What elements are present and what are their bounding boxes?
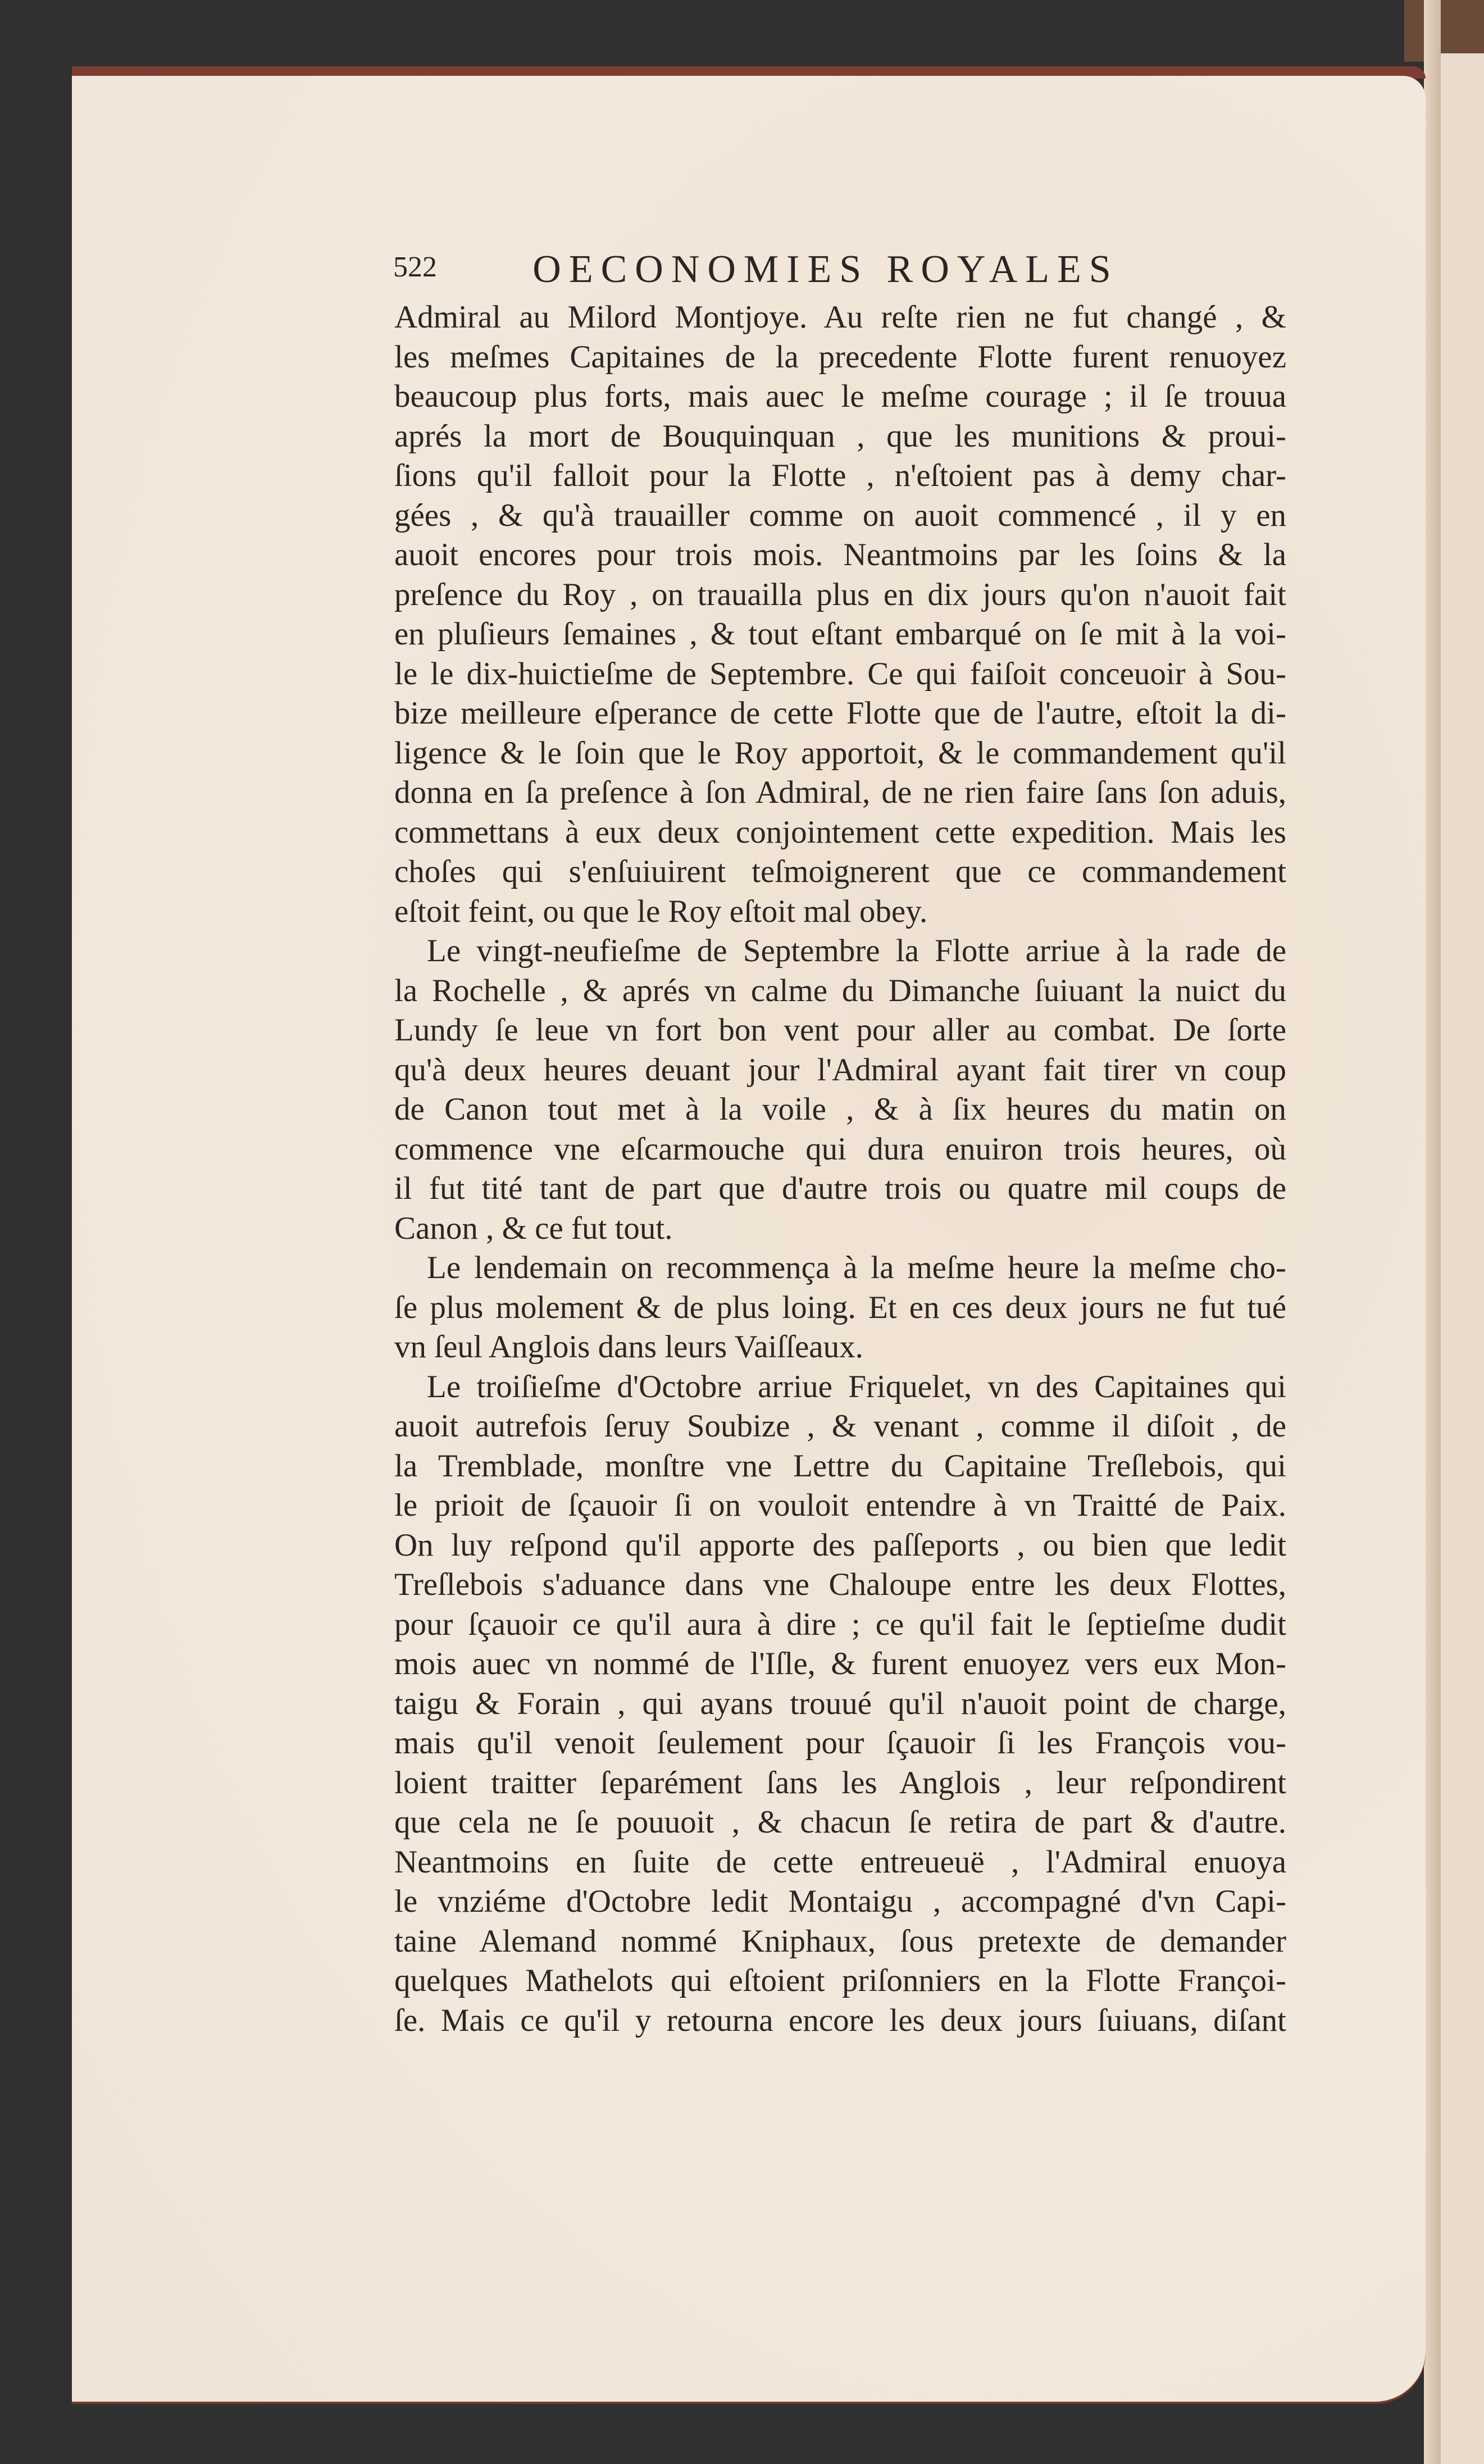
text-line: commettans à eux deux conjointement cette expedition. Mais les <box>394 814 1286 850</box>
text-line: le vnziéme d'Octobre ledit Montaigu , accompagné d'vn Capi- <box>394 1884 1286 1919</box>
text-line: Canon , & ce fut tout. <box>394 1210 673 1246</box>
text-line: de Canon tout met à la voile , & à ſix heures du matin on <box>394 1092 1286 1127</box>
text-line: commence vne eſcarmouche qui dura enuiron trois heures, où <box>394 1131 1286 1167</box>
text-line: loient traitter ſeparément ſans les Anglois , leur reſpondirent <box>394 1765 1286 1801</box>
text-line: qu'à deux heures deuant jour l'Admiral ayant fait tirer vn coup <box>394 1052 1286 1088</box>
text-line: la Tremblade, monſtre vne Lettre du Capitaine Treſlebois, qui <box>394 1448 1286 1484</box>
text-line: choſes qui s'enſuiuirent teſmoignerent que ce commandement <box>394 854 1286 889</box>
text-line: Neantmoins en ſuite de cette entreueuë , l'Admiral enuoya <box>394 1844 1286 1880</box>
text-line: ligence & le ſoin que le Roy apportoit, & le commandement qu'il <box>394 735 1286 771</box>
text-line: donna en ſa preſence à ſon Admiral, de ne rien faire ſans ſon aduis, <box>394 775 1286 810</box>
text-line: taigu & Forain , qui ayans trouué qu'il n'auoit point de charge, <box>394 1685 1286 1721</box>
text-line: le prioit de ſçauoir ſi on vouloit entendre à vn Traitté de Paix. <box>394 1488 1286 1523</box>
text-line: On luy reſpond qu'il apporte des paſſeports , ou bien que ledit <box>394 1527 1286 1563</box>
body-text <box>394 298 1286 2040</box>
text-line: auoit encores pour trois mois. Neantmoins par les ſoins & la <box>394 537 1286 572</box>
text-line: Lundy ſe leue vn fort bon vent pour aller au combat. De ſorte <box>394 1012 1286 1048</box>
text-line: Le vingt-neufieſme de Septembre la Flotte arriue à la rade de <box>427 933 1286 969</box>
text-line: ſe plus molement & de plus loing. Et en ces deux jours ne fut tué <box>394 1289 1286 1325</box>
text-line: eſtoit feint, ou que le Roy eſtoit mal obey. <box>394 893 928 929</box>
page-number: 522 <box>393 251 437 283</box>
text-line: le le dix-huictieſme de Septembre. Ce qui faiſoit conceuoir à Sou- <box>394 656 1286 692</box>
book-cover-edge <box>1404 0 1484 62</box>
text-line: bize meilleure eſperance de cette Flotte que de l'autre, eſtoit la di- <box>394 695 1286 731</box>
text-line: preſence du Roy , on trauailla plus en dix jours qu'on n'auoit fait <box>394 576 1286 612</box>
text-line: Admiral au Milord Montjoye. Au reſte rien ne fut changé , & <box>394 299 1286 335</box>
adjacent-page-edges <box>1438 53 1484 2464</box>
text-line: pour ſçauoir ce qu'il aura à dire ; ce qu'il fait le ſeptieſme dudit <box>394 1606 1286 1642</box>
text-line: ſe. Mais ce qu'il y retourna encore les deux jours ſuiuans, diſant <box>394 2002 1286 2038</box>
text-line: gées , & qu'à trauailler comme on auoit commencé , il y en <box>394 497 1286 533</box>
book-gutter <box>1424 0 1441 2464</box>
text-line: vn ſeul Anglois dans leurs Vaiſſeaux. <box>394 1329 863 1365</box>
text-line: Le lendemain on recommença à la meſme heure la meſme cho- <box>427 1250 1286 1285</box>
text-line: Le troiſieſme d'Octobre arriue Friquelet, vn des Capitaines qui <box>427 1369 1286 1404</box>
text-line: beaucoup plus forts, mais auec le meſme courage ; il ſe trouua <box>394 379 1286 414</box>
text-line: mois auec vn nommé de l'Iſle, & furent enuoyez vers eux Mon- <box>394 1646 1286 1681</box>
text-line: auoit autrefois ſeruy Soubize , & venant , comme il diſoit , de <box>394 1408 1286 1444</box>
text-line: les meſmes Capitaines de la precedente Flotte furent renuoyez <box>394 339 1286 375</box>
text-line: quelques Mathelots qui eſtoient priſonniers en la Flotte Françoi- <box>394 1963 1286 1998</box>
text-line: taine Alemand nommé Kniphaux, ſous pretexte de demander <box>394 1923 1286 1959</box>
page-header <box>393 247 1292 292</box>
text-line: la Rochelle , & aprés vn calme du Dimanche ſuiuant la nuict du <box>394 972 1286 1008</box>
text-line: ſions qu'il falloit pour la Flotte , n'eſtoient pas à demy char- <box>394 458 1286 493</box>
running-title: OECONOMIES ROYALES <box>532 248 1119 291</box>
text-line: que cela ne ſe pouuoit , & chacun ſe retira de part & d'autre. <box>394 1804 1286 1840</box>
text-line: aprés la mort de Bouquinquan , que les munitions & proui- <box>394 418 1286 454</box>
text-line: mais qu'il venoit ſeulement pour ſçauoir ſi les François vou- <box>394 1725 1286 1761</box>
text-line: en pluſieurs ſemaines , & tout eſtant embarqué on ſe mit à la voi- <box>394 616 1286 652</box>
text-line: Treſlebois s'aduance dans vne Chaloupe entre les deux Flottes, <box>394 1567 1286 1602</box>
text-line: il fut tité tant de part que d'autre trois ou quatre mil coups de <box>394 1171 1286 1206</box>
